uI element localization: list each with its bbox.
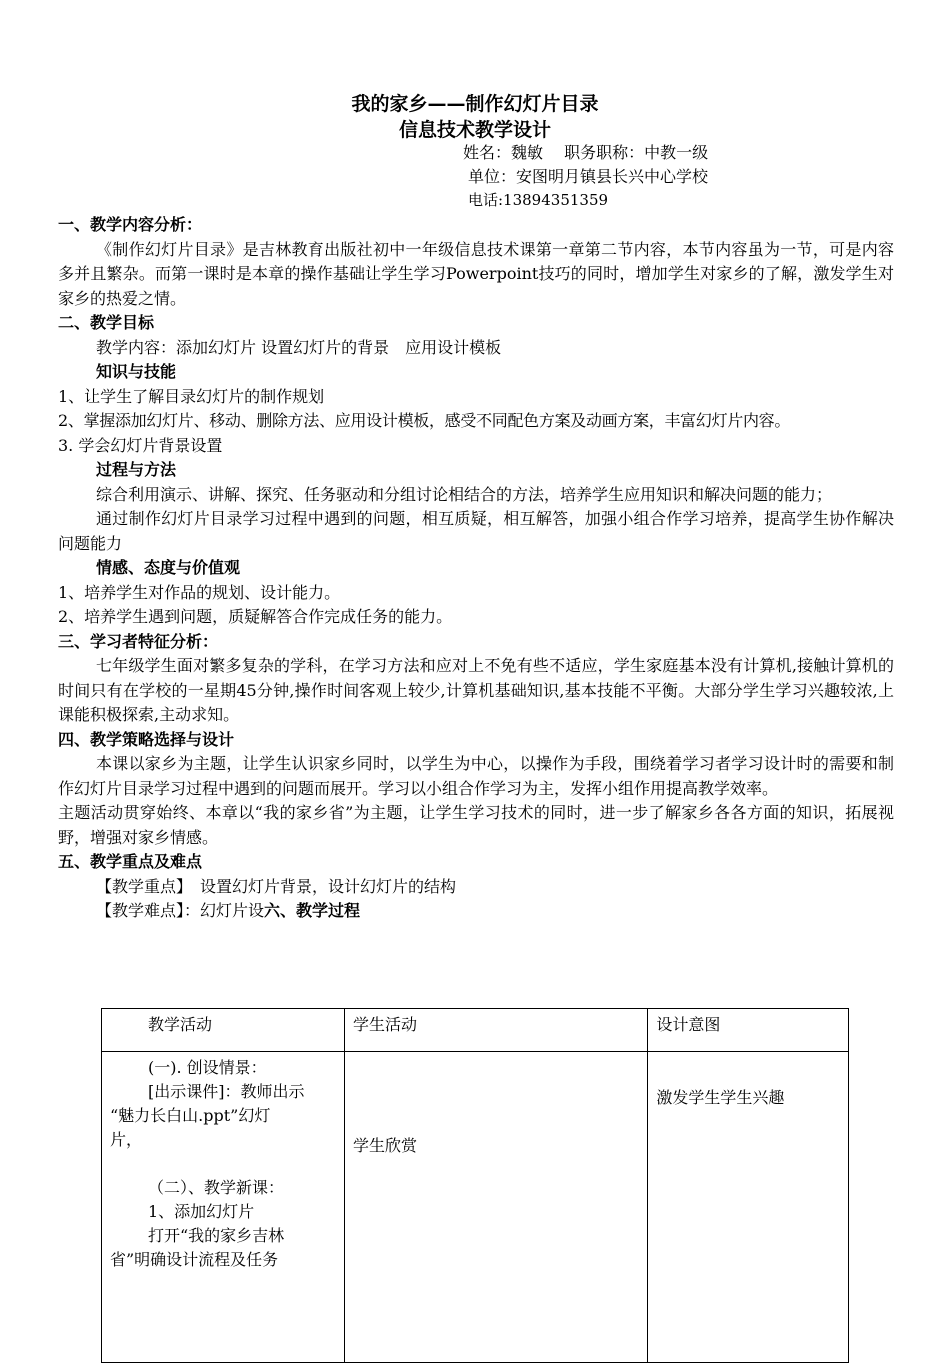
section-heading-strategy: 四、教学策略选择与设计 bbox=[58, 729, 235, 749]
section-heading-learner-analysis: 三、学习者特征分析： bbox=[58, 631, 219, 651]
process-paragraph-2: 通过制作幻灯片目录学习过程中遇到的问题，相互质疑，相互解答，加强小组合作学习培养，提高学生协作解决问题能力 bbox=[58, 509, 894, 553]
table-header-row bbox=[102, 1009, 849, 1052]
cell-line: “魅力长白山.ppt”幻灯 bbox=[110, 1106, 271, 1125]
phone-info: 电话:13894351359 bbox=[468, 191, 609, 209]
knowledge-item-3: 3. 学会幻灯片背景设置 bbox=[58, 435, 223, 455]
cell-line bbox=[110, 1152, 336, 1176]
difficulty-label: 【教学难点】 bbox=[96, 901, 185, 920]
student-activity-text: 学生欣赏 bbox=[352, 1136, 417, 1155]
design-intent-text: 激发学生学生兴趣 bbox=[656, 1088, 785, 1107]
section-heading-content-analysis: 一、教学内容分析： bbox=[58, 215, 203, 234]
section-heading-objectives: 二、教学目标 bbox=[58, 313, 155, 332]
emotion-item-1: 1、培养学生对作品的规划、设计能力。 bbox=[58, 582, 341, 602]
document-subtitle: 信息技术教学设计 bbox=[398, 119, 551, 141]
teaching-process-table bbox=[101, 1008, 849, 1363]
teaching-content-line: 教学内容：添加幻灯片 设置幻灯片的背景 应用设计模板 bbox=[96, 337, 502, 357]
document-body bbox=[58, 213, 894, 924]
teaching-activity-cell bbox=[102, 1052, 345, 1363]
strategy-paragraph-1: 本课以家乡为主题，让学生认识家乡同时，以学生为中心，以操作为手段，围绕着学习者学习设计时的需要和制作幻灯片目录学习过程中遇到的问题而展开。学习以小组合作学习为主，发挥小组作用提高教学效率。 bbox=[58, 754, 894, 798]
cell-line: (一). 创设情景： bbox=[148, 1058, 267, 1077]
cell-line: 1、添加幻灯片 bbox=[148, 1202, 255, 1221]
header-teaching-activity: 教学活动 bbox=[148, 1015, 213, 1034]
table-header-cell bbox=[102, 1009, 345, 1052]
emotion-item-2: 2、培养学生遇到问题，质疑解答合作完成任务的能力。 bbox=[58, 607, 453, 626]
unit-info: 单位：安图明月镇县长兴中心学校 bbox=[468, 167, 709, 186]
table-row bbox=[102, 1052, 849, 1363]
key-point-line bbox=[58, 875, 894, 900]
key-point-label: 【教学重点】 bbox=[96, 876, 185, 896]
difficulty-text: ：幻灯片设 bbox=[184, 901, 265, 920]
subheading-emotion-values: 情感、态度与价值观 bbox=[96, 558, 241, 577]
difficulty-line bbox=[58, 899, 894, 924]
cell-line: （二）、教学新课： bbox=[148, 1178, 285, 1197]
cell-line: [出示课件]：教师出示 bbox=[148, 1082, 305, 1101]
strategy-paragraph-2: 主题活动贯穿始终、本章以“我的家乡省”为主题，让学生学习技术的同时，进一步了解家乡各各方面的知识，拓展视野，增强对家乡情感。 bbox=[58, 803, 894, 847]
document-title: 我的家乡——制作幻灯片目录 bbox=[351, 93, 599, 115]
cell-line: 打开“我的家乡吉林 bbox=[148, 1226, 285, 1245]
table-header-cell bbox=[648, 1009, 849, 1052]
cell-line: 省”明确设计流程及任务 bbox=[110, 1250, 279, 1269]
knowledge-item-1: 1、让学生了解目录幻灯片的制作规划 bbox=[58, 386, 325, 406]
table-header-cell bbox=[344, 1009, 647, 1052]
subheading-process-methods: 过程与方法 bbox=[96, 460, 177, 479]
learner-analysis-paragraph: 七年级学生面对繁多复杂的学科，在学习方法和应对上不免有些不适应，学生家庭基本没有计算机,接触计算机的时间只有在学校的一星期45分钟,操作时间客观上较少,计算机基础知识,基本技能不平衡。大部分学生学习兴趣较浓,上课能积极探索,主动求知。 bbox=[58, 656, 894, 724]
section-heading-key-points: 五、教学重点及难点 bbox=[58, 852, 203, 871]
student-activity-cell bbox=[344, 1052, 647, 1363]
knowledge-item-2: 2、掌握添加幻灯片、移动、删除方法、应用设计模板，感受不同配色方案及动画方案，丰富幻灯片内容。 bbox=[58, 411, 791, 430]
process-paragraph-1: 综合利用演示、讲解、探究、任务驱动和分组讨论相结合的方法，培养学生应用知识和解决问题的能力； bbox=[96, 484, 833, 504]
design-intent-cell bbox=[648, 1052, 849, 1363]
header-design-intent: 设计意图 bbox=[656, 1015, 721, 1034]
content-analysis-paragraph: 《制作幻灯片目录》是吉林教育出版社初中一年级信息技术课第一章第二节内容，本节内容虽为一节，可是内容多并且繁杂。而第一课时是本章的操作基础让学生学习Powerpoint技巧的同时，增加学生对家乡的了解，激发学生对家乡的热爱之情。 bbox=[58, 239, 894, 308]
author-info: 姓名：魏敏 职务职称：中教一级 bbox=[463, 143, 709, 162]
header-student-activity: 学生活动 bbox=[352, 1015, 417, 1034]
subheading-knowledge-skills: 知识与技能 bbox=[96, 362, 177, 381]
cell-line: 片， bbox=[110, 1130, 143, 1149]
key-point-text: 设置幻灯片背景，设计幻灯片的结构 bbox=[184, 876, 457, 896]
section-heading-process: 六、教学过程 bbox=[264, 901, 361, 920]
